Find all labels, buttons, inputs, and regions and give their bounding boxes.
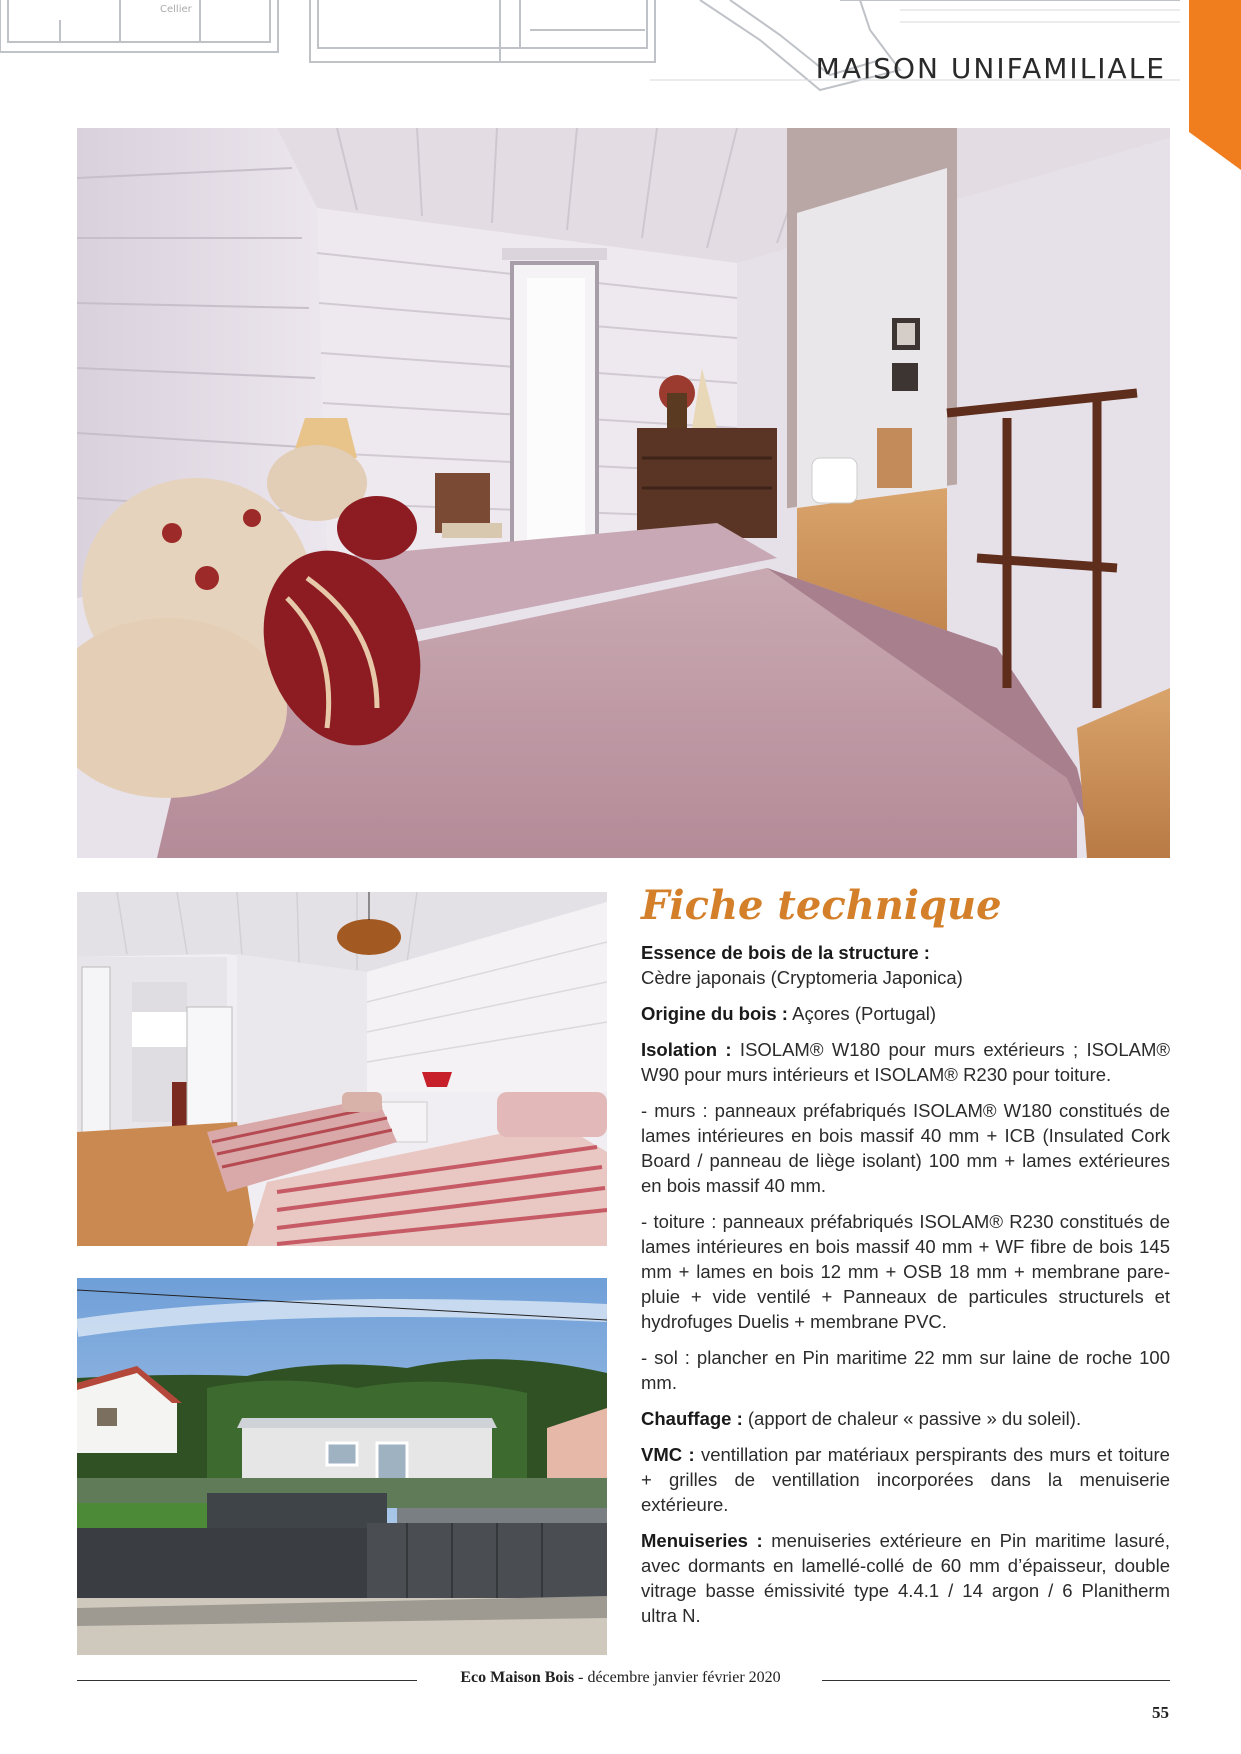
orange-corner-tab — [1189, 0, 1241, 170]
magazine-name: Eco Maison Bois — [460, 1669, 575, 1686]
origine-label: Origine du bois : — [641, 1003, 788, 1024]
floor-plan-sketch — [0, 0, 1180, 100]
isolation-label: Isolation : — [641, 1039, 732, 1060]
menuiseries-label: Menuiseries : — [641, 1530, 763, 1551]
isolation-value: ISOLAM® W180 pour murs extérieurs ; ISOLAM® W90 pour murs intérieurs et ISOLAM® R230 pour toiture. — [641, 1039, 1170, 1085]
essence-label: Essence de bois de la structure : — [641, 942, 930, 963]
house-exterior-photo — [77, 1278, 607, 1655]
isolation-paragraph — [641, 1037, 1170, 1087]
vmc-label: VMC : — [641, 1444, 695, 1465]
menuiseries-paragraph — [641, 1528, 1170, 1628]
essence-value: Cèdre japonais (Cryptomeria Japonica) — [641, 967, 963, 988]
fiche-technique — [641, 884, 1170, 1639]
chauffage-label: Chauffage : — [641, 1408, 743, 1429]
origine-value: Açores (Portugal) — [787, 1003, 937, 1024]
chauffage-value: (apport de chaleur « passive » du soleil). — [742, 1408, 1082, 1429]
vmc-value: ventillation par matériaux perspirants des murs et toiture + grilles de ventillation incorporées dans la menuiserie extérieure. — [641, 1444, 1170, 1515]
sol-paragraph: - sol : plancher en Pin maritime 22 mm sur laine de roche 100 mm. — [641, 1347, 1170, 1393]
page-number: 55 — [1152, 1703, 1169, 1722]
footer-credit — [0, 1669, 1241, 1687]
bedroom-striped-beds-photo — [77, 892, 607, 1246]
section-title: MAISON UNIFAMILIALE — [815, 52, 1166, 85]
toiture-paragraph: - toiture : panneaux préfabriqués ISOLAM® R230 constitués de lames intérieures en bois massif 40 mm + WF fibre de bois 145 mm + lames en bois 12 mm + OSB 18 mm + membrane pare-pluie + vide ventilé + Panneaux de particules structurels et hydrofuges Duelis + membrane PVC. — [641, 1211, 1170, 1332]
murs-paragraph: - murs : panneaux préfabriqués ISOLAM® W180 constitués de lames intérieures en bois massif 40 mm + ICB (Insulated Cork Board / panneau de liège isolant) 100 mm + lames extérieures en bois massif 40 mm. — [641, 1100, 1170, 1196]
issue-date: - décembre janvier février 2020 — [574, 1669, 781, 1686]
origine-paragraph — [641, 1001, 1170, 1026]
fiche-title: Fiche technique — [641, 882, 1002, 929]
bedroom-twin-beds-photo — [77, 128, 1170, 858]
vmc-paragraph — [641, 1442, 1170, 1517]
chauffage-paragraph — [641, 1406, 1170, 1431]
essence-paragraph — [641, 940, 1170, 990]
menuiseries-value: menuiseries extérieure en Pin maritime lasuré, avec dormants en lamellé-collé de 60 mm d’épaisseur, double vitrage basse émissivité type 4.4.1 / 14 argon / 6 Planitherm ultra N. — [641, 1530, 1170, 1626]
plan-label-cellier: Cellier — [160, 4, 192, 15]
